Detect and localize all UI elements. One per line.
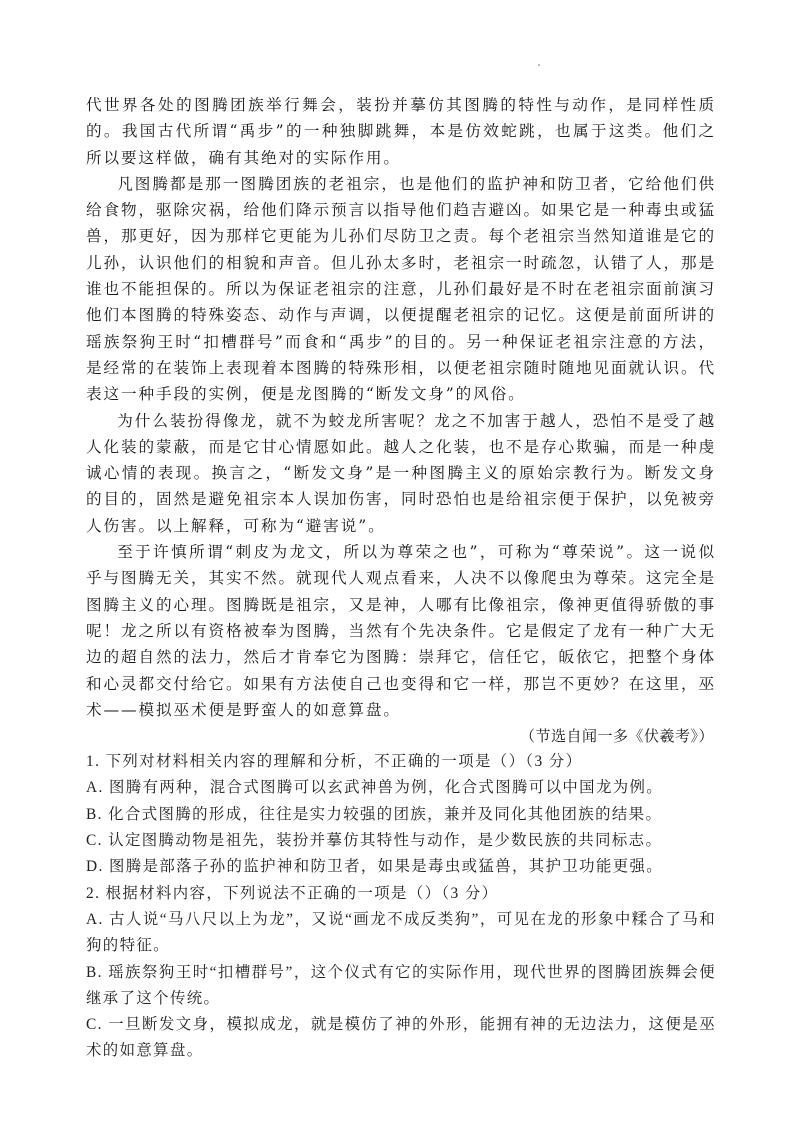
option-a: A. 古人说“马八尺以上为龙”，又说“画龙不成反类狗”，可见在龙的形象中糅合了马和狗的特征。: [86, 910, 716, 955]
passage-paragraph-2: 凡图腾都是那一图腾团族的老祖宗，也是他们的监护神和防卫者，它给他们供给食物，驱除灾祸，给他们降示预言以指导他们趋吉避凶。如果它是一种毒虫或猛兽，那更好，因为那样它更能为儿孙们尽防卫之责。每个老祖宗当然知道谁是它的儿孙，认识他们的相貌和声音。但儿孙太多时，老祖宗一时疏忽，认错了人，那是谁也不能担保的。所以为保证老祖宗的注意，儿孙们最好是不时在老祖宗面前演习他们本图腾的特殊姿态、动作与声调，以便提醒老祖宗的记忆。这便是前面所讲的瑶族祭狗王时“扣槽群号”而食和“禹步”的目的。另一种保证老祖宗注意的方法，是经常的在装饰上表现着本图腾的特殊形相，以便老祖宗随时随地见面就认识。代表这一种手段的实例，便是龙图腾的“断发文身”的风俗。: [86, 174, 716, 404]
reading-passage: [86, 92, 716, 749]
document-page: [86, 92, 716, 1065]
passage-paragraph-3: 为什么装扮得像龙，就不为蛟龙所害呢？龙之不加害于越人，恐怕不是受了越人化装的蒙蔽，而是它甘心情愿如此。越人之化装，也不是存心欺骗，而是一种虔诚心情的表现。换言之，“断发文身”是一种图腾主义的原始宗教行为。断发文身的目的，固然是避免祖宗本人误加伤害，同时恐怕也是给祖宗便于保护，以免被旁人伤害。以上解释，可称为“避害说”。: [86, 411, 716, 535]
passage-paragraph-4: 至于许慎所谓“刺皮为龙文，所以为尊荣之也”，可称为“尊荣说”。这一说似乎与图腾无关，其实不然。就现代人观点看来，人决不以像爬虫为尊荣。这完全是图腾主义的心理。图腾既是祖宗，又是神，人哪有比像祖宗，像神更值得骄傲的事呢！龙之所以有资格被奉为图腾，当然有个先决条件。它是假定了龙有一种广大无边的超自然的法力，然后才肯奉它为图腾：崇拜它，信任它，皈依它，把整个身体和心灵都交付给它。如果有方法使自己也变得和它一样，那岂不更妙？在这里，巫术——模拟巫术便是野蛮人的如意算盘。: [86, 543, 716, 719]
option-b: B. 瑶族祭狗王时“扣槽群号”，这个仪式有它的实际作用，现代世界的图腾团族舞会便继承了这个传统。: [86, 963, 716, 1007]
question-stem: 1. 下列对材料相关内容的理解和分析，不正确的一项是（）（3 分）: [86, 753, 583, 771]
option-c: C. 一旦断发文身，模拟成龙，就是模仿了神的外形，能拥有神的无边法力，这便是巫术的如意算盘。: [86, 1016, 716, 1060]
page-marker-dot: [538, 64, 540, 66]
question-1: [86, 749, 716, 880]
question-list: [86, 749, 716, 1065]
passage-paragraph-1: 代世界各处的图腾团族举行舞会，装扮并摹仿其图腾的特性与动作，是同样性质的。我国古代所谓“禹步”的一种独脚跳舞，本是仿效蛇跳，也属于这类。他们之所以要这样做，确有其绝对的实际作用。: [86, 96, 716, 167]
question-2: [86, 881, 716, 1065]
option-b: B. 化合式图腾的形成，往往是实力较强的团族，兼并及同化其他团族的结果。: [86, 805, 663, 823]
option-a: A. 图腾有两种，混合式图腾可以玄武神兽为例，化合式图腾可以中国龙为例。: [86, 779, 664, 797]
passage-source-citation: （节选自闻一多《伏羲考》）: [519, 727, 714, 746]
question-stem: 2. 根据材料内容，下列说法不正确的一项是（）（3 分）: [86, 884, 499, 902]
option-c: C. 认定图腾动物是祖先，装扮并摹仿其特性与动作，是少数民族的共同标志。: [86, 832, 663, 850]
option-d: D. 图腾是部落子孙的监护神和防卫者，如果是毒虫或猛兽，其护卫功能更强。: [86, 858, 664, 876]
